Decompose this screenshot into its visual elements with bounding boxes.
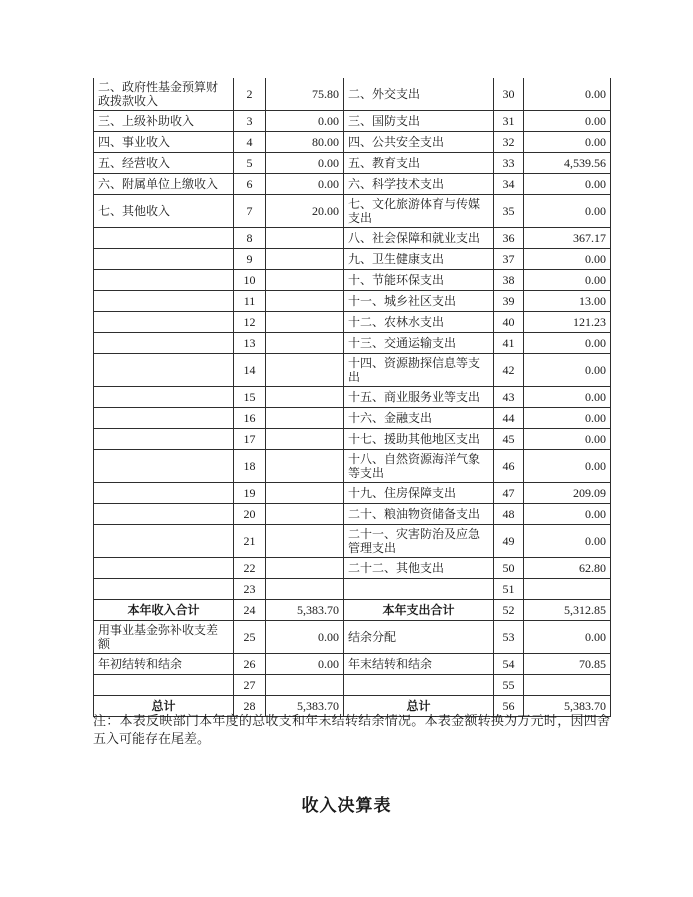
income-item-cell: 二、政府性基金预算财政拨款收入 xyxy=(94,78,234,111)
table-row xyxy=(94,429,611,450)
expense-item-cell: 八、社会保障和就业支出 xyxy=(344,228,494,249)
expense-amount-cell: 0.00 xyxy=(524,174,611,195)
expense-item-cell: 十一、城乡社区支出 xyxy=(344,291,494,312)
expense-item-cell: 九、卫生健康支出 xyxy=(344,249,494,270)
expense-item-cell xyxy=(344,675,494,696)
table-row xyxy=(94,525,611,558)
expense-line-number-cell: 31 xyxy=(494,111,524,132)
expense-amount-cell: 0.00 xyxy=(524,333,611,354)
income-amount-cell: 20.00 xyxy=(266,195,344,228)
income-item-cell xyxy=(94,429,234,450)
table-row xyxy=(94,387,611,408)
expense-line-number-cell: 32 xyxy=(494,132,524,153)
expense-amount-cell: 5,312.85 xyxy=(524,600,611,621)
expense-amount-cell: 0.00 xyxy=(524,525,611,558)
income-line-number-cell: 11 xyxy=(234,291,266,312)
income-item-cell: 五、经营收入 xyxy=(94,153,234,174)
income-amount-cell xyxy=(266,675,344,696)
income-item-cell: 用事业基金弥补收支差额 xyxy=(94,621,234,654)
income-line-number-cell: 14 xyxy=(234,354,266,387)
page-title: 收入决算表 xyxy=(301,796,392,815)
income-item-cell xyxy=(94,558,234,579)
expense-amount-cell: 0.00 xyxy=(524,450,611,483)
income-amount-cell: 80.00 xyxy=(266,132,344,153)
expense-item-cell: 年末结转和结余 xyxy=(344,654,494,675)
income-line-number-cell: 9 xyxy=(234,249,266,270)
income-amount-cell: 5,383.70 xyxy=(266,600,344,621)
expense-amount-cell: 121.23 xyxy=(524,312,611,333)
income-item-cell xyxy=(94,579,234,600)
income-amount-cell xyxy=(266,525,344,558)
income-item-cell xyxy=(94,228,234,249)
income-amount-cell: 0.00 xyxy=(266,654,344,675)
table-row xyxy=(94,354,611,387)
income-item-cell xyxy=(94,333,234,354)
table-row xyxy=(94,249,611,270)
expense-line-number-cell: 48 xyxy=(494,504,524,525)
income-item-cell: 总计 xyxy=(94,696,234,717)
table-footnote: 注：本表反映部门本年度的总收支和年末结转结余情况。本表金额转换为万元时，因四舍五入可能存在尾差。 xyxy=(93,713,610,746)
expense-amount-cell: 0.00 xyxy=(524,621,611,654)
expense-amount-cell: 0.00 xyxy=(524,270,611,291)
income-amount-cell: 0.00 xyxy=(266,153,344,174)
table-row xyxy=(94,483,611,504)
income-amount-cell xyxy=(266,312,344,333)
expense-line-number-cell: 47 xyxy=(494,483,524,504)
income-item-cell xyxy=(94,483,234,504)
income-line-number-cell: 18 xyxy=(234,450,266,483)
table-body xyxy=(94,78,611,717)
expense-item-cell: 二十二、其他支出 xyxy=(344,558,494,579)
income-line-number-cell: 24 xyxy=(234,600,266,621)
expense-amount-cell: 0.00 xyxy=(524,132,611,153)
income-amount-cell xyxy=(266,228,344,249)
income-item-cell xyxy=(94,675,234,696)
expense-line-number-cell: 46 xyxy=(494,450,524,483)
expense-line-number-cell: 53 xyxy=(494,621,524,654)
income-amount-cell xyxy=(266,333,344,354)
expense-item-cell: 十五、商业服务业等支出 xyxy=(344,387,494,408)
expense-amount-cell xyxy=(524,579,611,600)
income-amount-cell: 0.00 xyxy=(266,111,344,132)
expense-line-number-cell: 35 xyxy=(494,195,524,228)
expense-item-cell: 十八、自然资源海洋气象等支出 xyxy=(344,450,494,483)
table-row xyxy=(94,621,611,654)
expense-item-cell: 十三、交通运输支出 xyxy=(344,333,494,354)
income-item-cell xyxy=(94,504,234,525)
income-line-number-cell: 2 xyxy=(234,78,266,111)
expense-item-cell: 七、文化旅游体育与传媒支出 xyxy=(344,195,494,228)
table-row xyxy=(94,153,611,174)
expense-item-cell xyxy=(344,579,494,600)
income-amount-cell xyxy=(266,270,344,291)
table-row xyxy=(94,675,611,696)
income-item-cell: 四、事业收入 xyxy=(94,132,234,153)
income-line-number-cell: 26 xyxy=(234,654,266,675)
table-row xyxy=(94,291,611,312)
income-amount-cell: 75.80 xyxy=(266,78,344,111)
table-row xyxy=(94,78,611,111)
expense-line-number-cell: 55 xyxy=(494,675,524,696)
expense-amount-cell: 4,539.56 xyxy=(524,153,611,174)
income-line-number-cell: 7 xyxy=(234,195,266,228)
income-line-number-cell: 12 xyxy=(234,312,266,333)
income-line-number-cell: 13 xyxy=(234,333,266,354)
income-line-number-cell: 17 xyxy=(234,429,266,450)
income-item-cell xyxy=(94,270,234,291)
income-amount-cell: 0.00 xyxy=(266,621,344,654)
expense-line-number-cell: 44 xyxy=(494,408,524,429)
income-item-cell: 七、其他收入 xyxy=(94,195,234,228)
income-amount-cell: 5,383.70 xyxy=(266,696,344,717)
table-row xyxy=(94,270,611,291)
expense-item-cell: 二十、粮油物资储备支出 xyxy=(344,504,494,525)
expense-line-number-cell: 49 xyxy=(494,525,524,558)
income-amount-cell xyxy=(266,429,344,450)
income-amount-cell xyxy=(266,408,344,429)
expense-amount-cell: 367.17 xyxy=(524,228,611,249)
expense-item-cell: 十二、农林水支出 xyxy=(344,312,494,333)
expense-amount-cell xyxy=(524,675,611,696)
table-row xyxy=(94,111,611,132)
expense-line-number-cell: 42 xyxy=(494,354,524,387)
expense-amount-cell: 0.00 xyxy=(524,195,611,228)
table-row xyxy=(94,228,611,249)
table-row xyxy=(94,132,611,153)
income-item-cell xyxy=(94,408,234,429)
income-item-cell xyxy=(94,387,234,408)
income-amount-cell xyxy=(266,291,344,312)
expense-item-cell: 二十一、灾害防治及应急管理支出 xyxy=(344,525,494,558)
expense-item-cell: 六、科学技术支出 xyxy=(344,174,494,195)
expense-amount-cell: 0.00 xyxy=(524,111,611,132)
expense-item-cell: 十六、金融支出 xyxy=(344,408,494,429)
expense-line-number-cell: 40 xyxy=(494,312,524,333)
income-line-number-cell: 27 xyxy=(234,675,266,696)
expense-amount-cell: 62.80 xyxy=(524,558,611,579)
income-line-number-cell: 28 xyxy=(234,696,266,717)
income-line-number-cell: 10 xyxy=(234,270,266,291)
expense-line-number-cell: 36 xyxy=(494,228,524,249)
expense-item-cell: 十、节能环保支出 xyxy=(344,270,494,291)
expense-item-cell: 十四、资源勘探信息等支出 xyxy=(344,354,494,387)
income-item-cell: 年初结转和结余 xyxy=(94,654,234,675)
income-item-cell: 本年收入合计 xyxy=(94,600,234,621)
expense-amount-cell: 0.00 xyxy=(524,408,611,429)
expense-line-number-cell: 33 xyxy=(494,153,524,174)
income-line-number-cell: 15 xyxy=(234,387,266,408)
expense-line-number-cell: 43 xyxy=(494,387,524,408)
table-row xyxy=(94,600,611,621)
income-amount-cell xyxy=(266,387,344,408)
income-amount-cell xyxy=(266,504,344,525)
income-item-cell: 三、上级补助收入 xyxy=(94,111,234,132)
expense-item-cell: 二、外交支出 xyxy=(344,78,494,111)
income-line-number-cell: 23 xyxy=(234,579,266,600)
income-line-number-cell: 4 xyxy=(234,132,266,153)
expense-amount-cell: 13.00 xyxy=(524,291,611,312)
income-amount-cell xyxy=(266,579,344,600)
income-amount-cell xyxy=(266,354,344,387)
table-row xyxy=(94,312,611,333)
income-line-number-cell: 21 xyxy=(234,525,266,558)
income-line-number-cell: 25 xyxy=(234,621,266,654)
table-row xyxy=(94,504,611,525)
expense-item-cell: 三、国防支出 xyxy=(344,111,494,132)
table-row xyxy=(94,195,611,228)
expense-line-number-cell: 39 xyxy=(494,291,524,312)
income-amount-cell xyxy=(266,483,344,504)
income-line-number-cell: 6 xyxy=(234,174,266,195)
table-row xyxy=(94,408,611,429)
income-item-cell xyxy=(94,249,234,270)
expense-line-number-cell: 38 xyxy=(494,270,524,291)
income-amount-cell xyxy=(266,450,344,483)
expense-line-number-cell: 52 xyxy=(494,600,524,621)
table-row xyxy=(94,558,611,579)
expense-item-cell: 总计 xyxy=(344,696,494,717)
income-item-cell: 六、附属单位上缴收入 xyxy=(94,174,234,195)
income-line-number-cell: 5 xyxy=(234,153,266,174)
table-row xyxy=(94,579,611,600)
income-amount-cell xyxy=(266,558,344,579)
expense-amount-cell: 0.00 xyxy=(524,354,611,387)
income-line-number-cell: 19 xyxy=(234,483,266,504)
expense-item-cell: 十七、援助其他地区支出 xyxy=(344,429,494,450)
expense-line-number-cell: 51 xyxy=(494,579,524,600)
expense-item-cell: 结余分配 xyxy=(344,621,494,654)
table-row xyxy=(94,174,611,195)
final-accounts-table xyxy=(93,78,611,717)
expense-amount-cell: 0.00 xyxy=(524,78,611,111)
income-line-number-cell: 8 xyxy=(234,228,266,249)
table-row xyxy=(94,654,611,675)
expense-amount-cell: 70.85 xyxy=(524,654,611,675)
expense-item-cell: 本年支出合计 xyxy=(344,600,494,621)
income-line-number-cell: 16 xyxy=(234,408,266,429)
expense-line-number-cell: 41 xyxy=(494,333,524,354)
expense-amount-cell: 0.00 xyxy=(524,387,611,408)
income-line-number-cell: 20 xyxy=(234,504,266,525)
income-line-number-cell: 3 xyxy=(234,111,266,132)
income-item-cell xyxy=(94,312,234,333)
table-row xyxy=(94,333,611,354)
expense-item-cell: 四、公共安全支出 xyxy=(344,132,494,153)
expense-line-number-cell: 34 xyxy=(494,174,524,195)
income-line-number-cell: 22 xyxy=(234,558,266,579)
expense-line-number-cell: 50 xyxy=(494,558,524,579)
table-row xyxy=(94,450,611,483)
expense-item-cell: 十九、住房保障支出 xyxy=(344,483,494,504)
income-item-cell xyxy=(94,354,234,387)
expense-line-number-cell: 54 xyxy=(494,654,524,675)
expense-amount-cell: 209.09 xyxy=(524,483,611,504)
income-item-cell xyxy=(94,525,234,558)
expense-line-number-cell: 37 xyxy=(494,249,524,270)
expense-line-number-cell: 56 xyxy=(494,696,524,717)
expense-amount-cell: 0.00 xyxy=(524,504,611,525)
income-amount-cell: 0.00 xyxy=(266,174,344,195)
expense-line-number-cell: 45 xyxy=(494,429,524,450)
income-amount-cell xyxy=(266,249,344,270)
income-item-cell xyxy=(94,291,234,312)
expense-amount-cell: 5,383.70 xyxy=(524,696,611,717)
income-item-cell xyxy=(94,450,234,483)
expense-item-cell: 五、教育支出 xyxy=(344,153,494,174)
expense-amount-cell: 0.00 xyxy=(524,249,611,270)
expense-line-number-cell: 30 xyxy=(494,78,524,111)
expense-amount-cell: 0.00 xyxy=(524,429,611,450)
